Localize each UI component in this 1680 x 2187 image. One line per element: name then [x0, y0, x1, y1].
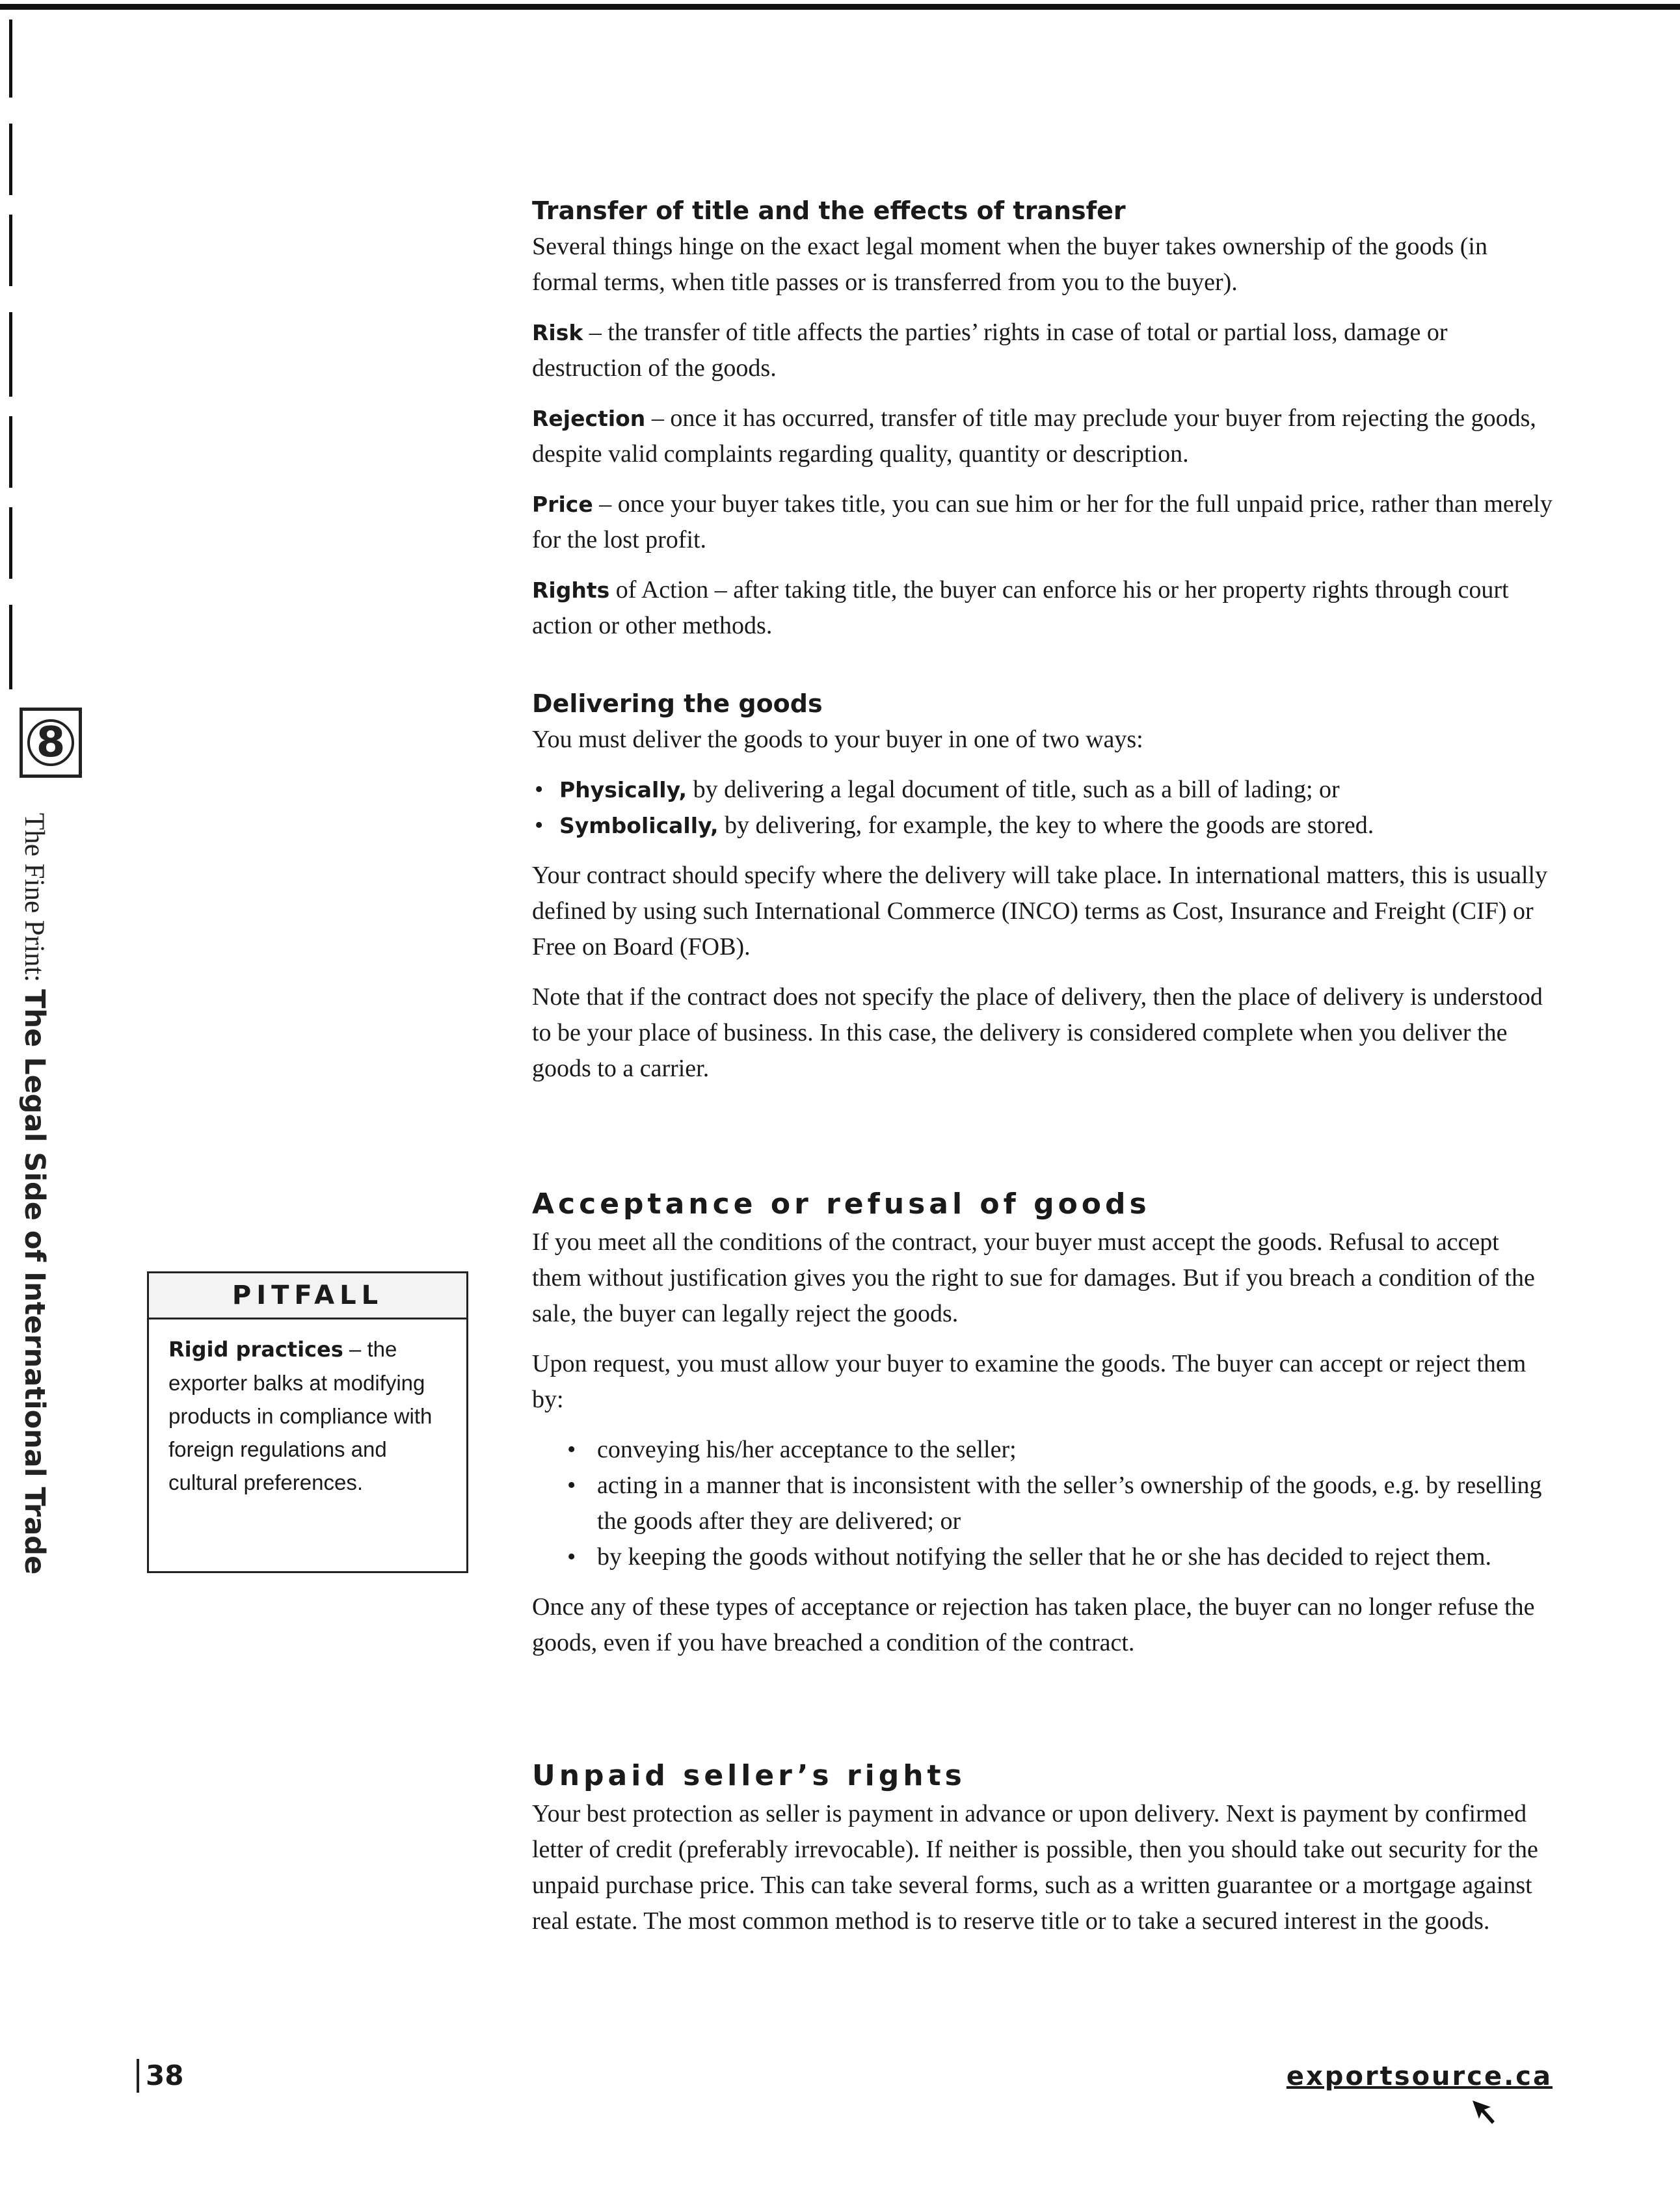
- transfer-price: [532, 486, 1553, 558]
- price-text: – once your buyer takes title, you can sue him or her for the full unpaid price, rather than merely for the lost profit.: [532, 490, 1553, 553]
- price-keyword: Price: [532, 492, 593, 517]
- list-item: [532, 808, 1553, 843]
- list-item: • acting in a manner that is inconsistent with the seller’s ownership of the goods, e.g. by reselling the goods after they are delivered; or: [532, 1468, 1553, 1539]
- page-number: 38: [137, 2059, 183, 2093]
- running-title-prefix: The Fine Print:: [19, 813, 49, 990]
- heading-unpaid: Unpaid seller’s rights: [532, 1759, 966, 1792]
- rejection-text: – once it has occurred, transfer of title may preclude your buyer from rejecting the goods, despite valid complaints regarding quality, quantity or description.: [532, 404, 1536, 468]
- list-item: • by keeping the goods without notifying the seller that he or she has decided to reject them.: [532, 1539, 1553, 1575]
- acceptance-paragraph: If you meet all the conditions of the contract, your buyer must accept the goods. Refusal to accept them without justification gives you the right to sue for damages. But if you breach a condition of the sale, the buyer can legally reject the goods.: [532, 1228, 1535, 1327]
- rights-text: of Action – after taking title, the buyer can enforce his or her property rights through court action or other methods.: [532, 576, 1509, 639]
- risk-keyword: Risk: [532, 320, 583, 345]
- delivering-paragraph: Note that if the contract does not specify the place of delivery, then the place of delivery is understood to be your place of business. In this case, the delivery is considered complete when you deliver the goods to a carrier.: [532, 983, 1543, 1082]
- list-item: • conveying his/her acceptance to the seller;: [532, 1432, 1553, 1468]
- list-item-text: by delivering a legal document of title, such as a bill of lading; or: [687, 776, 1340, 803]
- delivery-methods-list: [532, 772, 1553, 843]
- chapter-badge: [20, 708, 82, 778]
- risk-text: – the transfer of title affects the parties’ rights in case of total or partial loss, damage or destruction of the goods.: [532, 319, 1448, 382]
- acceptance-paragraph: Once any of these types of acceptance or rejection has taken place, the buyer can no longer refuse the goods, even if you have breached a condition of the contract.: [532, 1593, 1535, 1656]
- transfer-risk: [532, 315, 1553, 386]
- pitfall-text: – the exporter balks at modifying products in compliance with foreign regulations and cultural preferences.: [168, 1337, 433, 1494]
- running-title-main: The Legal Side of International Trade: [18, 989, 51, 1575]
- transfer-rights: [532, 572, 1553, 644]
- rights-keyword: Rights: [532, 577, 610, 603]
- website-link[interactable]: exportsource.ca: [1286, 2061, 1553, 2091]
- margin-rule: [9, 312, 12, 397]
- pitfall-keyword: Rigid practices: [168, 1337, 343, 1362]
- margin-rule: [9, 215, 12, 286]
- unpaid-paragraph: Your best protection as seller is payment in advance or upon delivery. Next is payment by confirmed letter of credit (preferably irrevocable). If neither is possible, then you should take out security for the unpaid purchase price. This can take several forms, such as a written guarantee or a mortgage against real estate. The most common method is to reserve title or to take a secured interest in the goods.: [532, 1800, 1538, 1935]
- transfer-intro: Several things hinge on the exact legal moment when the buyer takes ownership of the goods (in formal terms, when title passes or is transferred from you to the buyer).: [532, 233, 1487, 296]
- transfer-rejection: [532, 401, 1553, 472]
- acceptance-list: [532, 1432, 1553, 1575]
- physically-keyword: Physically,: [559, 777, 687, 802]
- delivering-intro: You must deliver the goods to your buyer in one of two ways:: [532, 726, 1143, 753]
- heading-acceptance: Acceptance or refusal of goods: [532, 1187, 1151, 1221]
- margin-rule: [9, 416, 12, 488]
- rejection-keyword: Rejection: [532, 406, 646, 431]
- margin-rule: [9, 20, 12, 98]
- heading-transfer: Transfer of title and the effects of transfer: [532, 196, 1126, 225]
- list-item-text: by delivering, for example, the key to where the goods are stored.: [718, 812, 1374, 839]
- main-content: [532, 192, 1553, 1954]
- pitfall-box: [147, 1271, 468, 1573]
- margin-rule: [9, 124, 12, 195]
- pitfall-label: PITFALL: [149, 1273, 466, 1319]
- list-item: [532, 772, 1553, 808]
- chapter-number: 8: [27, 719, 74, 766]
- pitfall-body: [149, 1319, 466, 1512]
- top-rule: [0, 4, 1680, 10]
- acceptance-paragraph: Upon request, you must allow your buyer to examine the goods. The buyer can accept or reject them by:: [532, 1350, 1527, 1413]
- margin-rule: [9, 507, 12, 579]
- mouse-cursor-icon: [1471, 2099, 1504, 2132]
- symbolically-keyword: Symbolically,: [559, 813, 719, 838]
- running-title: [18, 813, 51, 1574]
- margin-rule: [9, 605, 12, 689]
- delivering-paragraph: Your contract should specify where the delivery will take place. In international matters, this is usually defined by using such International Commerce (INCO) terms as Cost, Insurance and Freight (CIF) or Free on Board (FOB).: [532, 862, 1548, 961]
- heading-delivering: Delivering the goods: [532, 689, 823, 718]
